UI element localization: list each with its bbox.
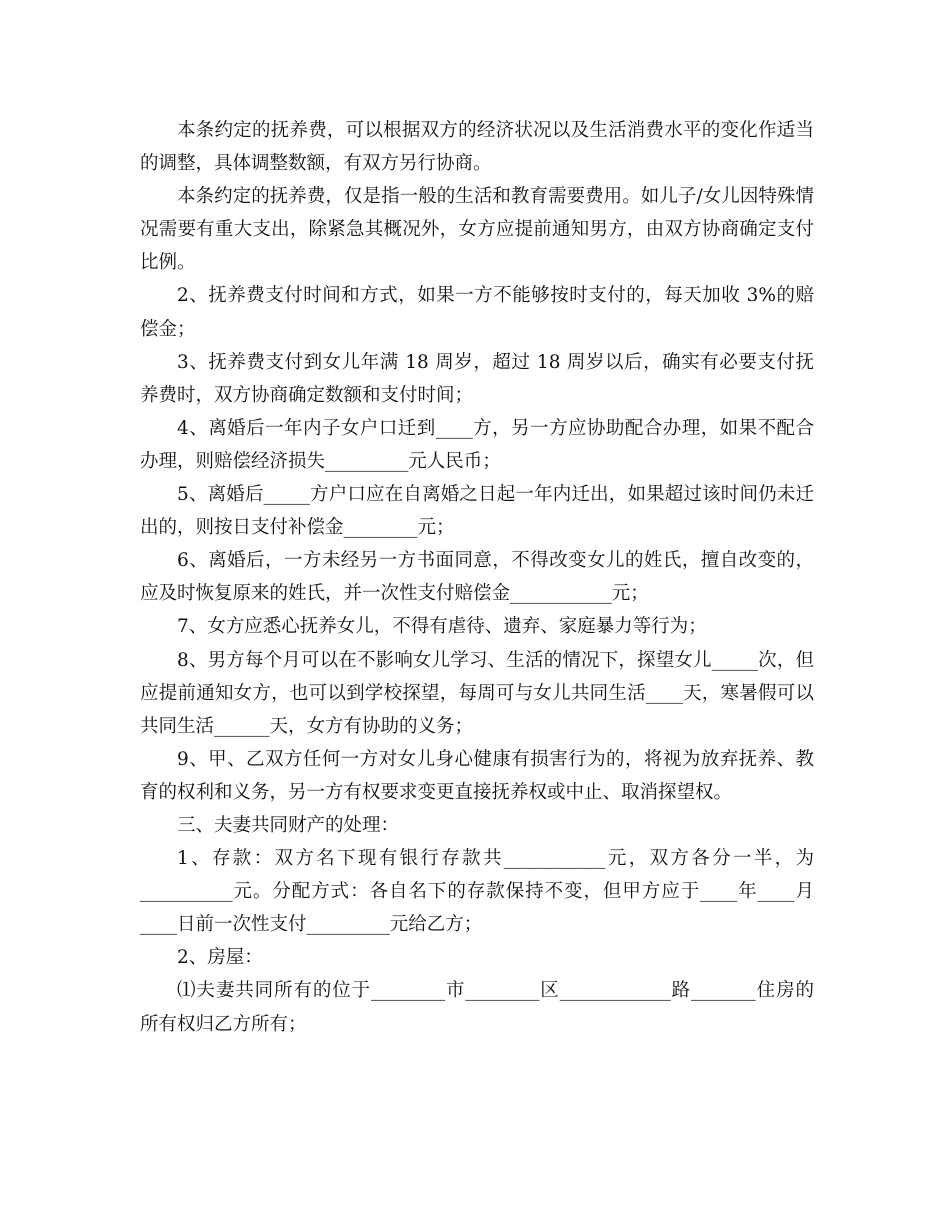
- paragraph-move-out: 5、离婚后_____方户口应在自离婚之日起一年内迁出，如果超过该时间仍未迁出的，则按日支付补偿金________元；: [140, 484, 814, 539]
- paragraph-payment-duration: 3、抚养费支付到女儿年满 18 周岁，超过 18 周岁以后，确实有必要支付抚养费时，双方协商确定数额和支付时间；: [140, 351, 814, 406]
- paragraph-visitation: 8、男方每个月可以在不影响女儿学习、生活的情况下，探望女儿_____次，但应提前通知女方，也可以到学校探望，每周可与女儿共同生活____天，寒暑假可以共同生活______天，女方有协助的义务；: [140, 649, 814, 737]
- paragraph-deposits: 1、存款：双方名下现有银行存款共___________元，双方各分一半，为__________元。分配方式：各自名下的存款保持不变，但甲方应于____年____月____日前一次性支付_________元给乙方；: [140, 848, 814, 936]
- paragraph-care-obligation: 7、女方应悉心抚养女儿，不得有虐待、遗弃、家庭暴力等行为；: [177, 616, 707, 638]
- paragraph-support-adjustment: 本条约定的抚养费，可以根据双方的经济状况以及生活消费水平的变化作适当的调整，具体调整数额，有双方另行协商。: [140, 120, 814, 175]
- paragraph-surname: 6、离婚后，一方未经另一方书面同意，不得改变女儿的姓氏，擅自改变的，应及时恢复原来的姓氏，并一次性支付赔偿金___________元；: [140, 550, 814, 605]
- paragraph-household-registration: 4、离婚后一年内子女户口迁到____方，另一方应协助配合办理，如果不配合办理，则赔偿经济损失_________元人民币；: [140, 417, 814, 472]
- paragraph-harm-clause: 9、甲、乙双方任何一方对女儿身心健康有损害行为的，将视为放弃抚养、教育的权利和义务，另一方有权要求变更直接抚养权或中止、取消探望权。: [140, 748, 814, 803]
- paragraph-support-scope: 本条约定的抚养费，仅是指一般的生活和教育需要费用。如儿子/女儿因特殊情况需要有重大支出，除紧急其概况外，女方应提前通知男方，由双方协商确定支付比例。: [140, 186, 814, 274]
- section-heading-joint-property: 三、夫妻共同财产的处理：: [177, 814, 400, 836]
- paragraph-payment-method: 2、抚养费支付时间和方式，如果一方不能够按时支付的，每天加收 3%的赔偿金；: [140, 285, 814, 340]
- paragraph-housing-ownership: ⑴夫妻共同所有的位于________市________区____________路_______住房的所有权归乙方所有；: [140, 980, 814, 1035]
- paragraph-housing-heading: 2、房屋：: [177, 947, 263, 969]
- document-body: [140, 114, 814, 1041]
